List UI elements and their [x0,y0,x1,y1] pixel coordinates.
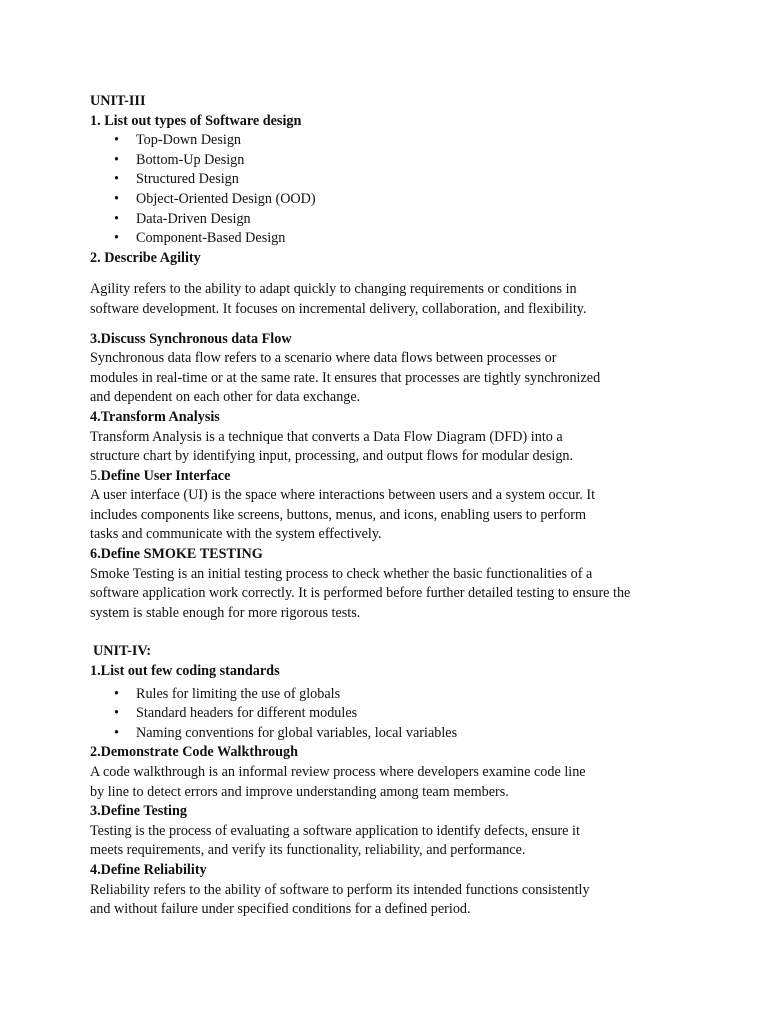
u3-q6-line: software application work correctly. It is performed before further detailed testing to ensure the [90,585,631,602]
list-item: • Standard headers for different modules [90,704,690,724]
u4-q3-line: meets requirements, and verify its functionality, reliability, and performance. [90,842,526,859]
u3-q3-line: Synchronous data flow refers to a scenario where data flows between processes or [90,350,557,367]
u4-q4-line: and without failure under specified conditions for a defined period. [90,901,471,918]
u3-q6-heading: 6.Define SMOKE TESTING [90,546,263,563]
u3-q4-line: structure chart by identifying input, processing, and output flows for modular design. [90,448,574,465]
u4-q3-line: Testing is the process of evaluating a software application to identify defects, ensure it [90,822,580,839]
document-page [90,92,690,920]
list-item: • Structured Design [90,170,690,190]
u3-q5-title: Define User Interface [100,467,231,484]
u4-q2-line: A code walkthrough is an informal review process where developers examine code line [90,764,586,780]
u3-q2-line: software development. It focuses on incremental delivery, collaboration, and flexibility. [90,300,587,317]
u3-q3-line: and dependent on each other for data exchange. [90,389,361,406]
u4-q2-line: by line to detect errors and improve understanding among team members. [90,783,509,800]
unit-3-title: UNIT-III [90,93,146,109]
u3-q3-line: modules in real-time or at the same rate. It ensures that processes are tightly synchronized [90,369,601,386]
u4-q4-line: Reliability refers to the ability of software to perform its intended functions consistently [90,881,590,898]
u3-q2-heading: 2. Describe Agility [90,249,201,266]
u3-q4-heading: 4.Transform Analysis [90,408,220,425]
list-item: • Bottom-Up Design [90,151,690,171]
u3-q2-line: Agility refers to the ability to adapt quickly to changing requirements or conditions in [90,281,577,298]
list-item: • Component-Based Design [90,229,690,249]
u3-q3-heading: 3.Discuss Synchronous data Flow [90,330,292,347]
u3-q5-heading [90,467,690,487]
list-item: • Naming conventions for global variables, local variables [90,724,690,744]
u3-q5-line: includes components like screens, buttons, menus, and icons, enabling users to perform [90,506,587,523]
u3-q1-list [90,131,690,249]
unit-4-title: UNIT-IV: [93,643,152,660]
u3-q6-line: system is stable enough for more rigorous tests. [90,604,361,621]
list-item: • Rules for limiting the use of globals [90,685,690,705]
u4-q2-heading: 2.Demonstrate Code Walkthrough [90,744,298,761]
u3-q1-heading: 1. List out types of Software design [90,112,302,129]
list-item: • Object-Oriented Design (OOD) [90,190,690,210]
u3-q5-number: 5. [90,467,101,484]
u3-q5-line: tasks and communicate with the system effectively. [90,526,382,543]
u3-q6-line: Smoke Testing is an initial testing process to check whether the basic functionalities of a [90,565,593,582]
u4-q4-heading: 4.Define Reliability [90,861,207,878]
list-item: • Data-Driven Design [90,210,690,230]
u4-q3-heading: 3.Define Testing [90,803,187,820]
u3-q4-line: Transform Analysis is a technique that converts a Data Flow Diagram (DFD) into a [90,428,563,445]
u4-q1-list [90,685,690,744]
list-item: • Top-Down Design [90,131,690,151]
u3-q5-line: A user interface (UI) is the space where interactions between users and a system occur. It [90,487,596,504]
u4-q1-heading: 1.List out few coding standards [90,663,280,680]
